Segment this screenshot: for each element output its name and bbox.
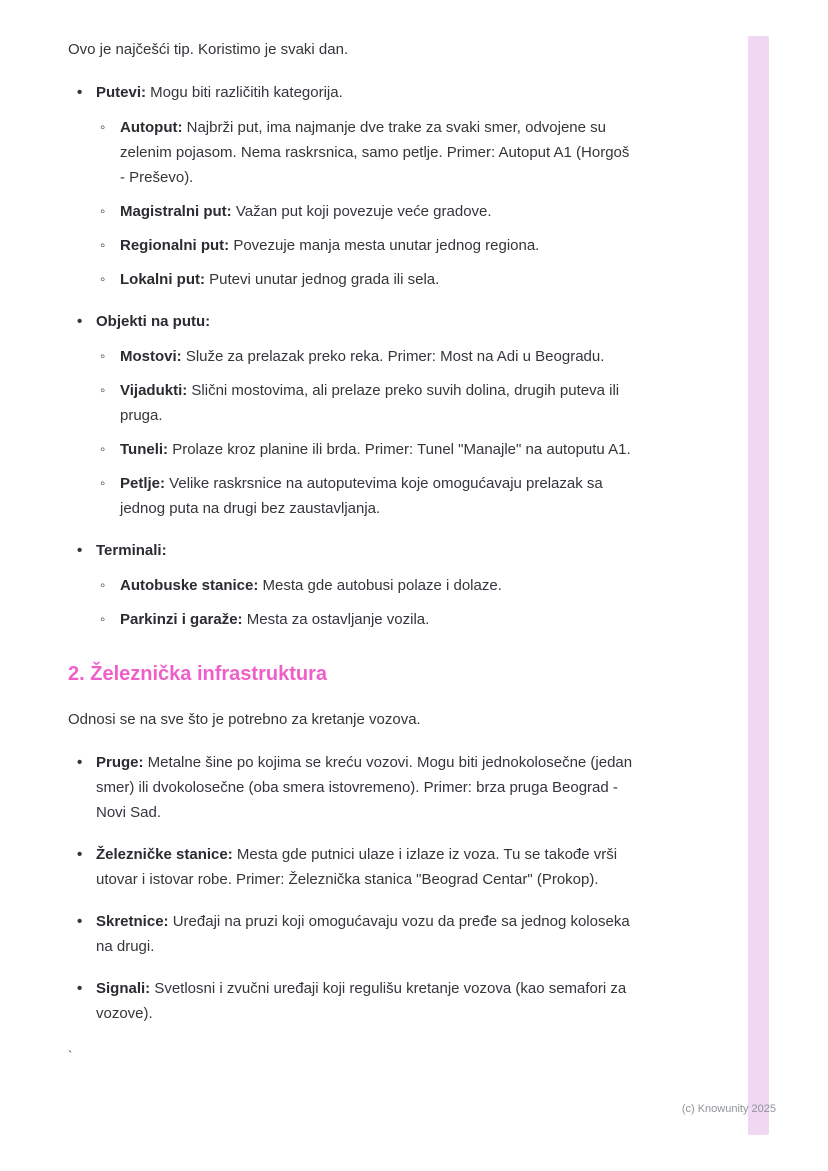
list-item-description: Mesta gde putnici ulaze i izlaze iz voza. Tu se takođe vrši utovar i istovar robe. Primer: Železnička stanica "Beograd Centar" (Prokop).: [96, 846, 618, 888]
list-item: [68, 80, 634, 292]
list-item: [68, 842, 634, 892]
sub-list-item: [96, 378, 634, 428]
section-heading-railway: 2. Železnička infrastruktura: [68, 663, 327, 685]
list-item-description: Uređaji na pruzi koji omogućavaju vozu da pređe sa jednog koloseka na drugi.: [96, 913, 630, 955]
list-item-term: Pruge:: [96, 754, 144, 771]
road-infrastructure-list: [68, 80, 634, 632]
sub-list-item: [96, 199, 634, 224]
list-item-term: Autoput:: [120, 119, 183, 136]
list-item-term: Železničke stanice:: [96, 846, 233, 863]
list-item-description: Mesta za ostavljanje vozila.: [242, 611, 430, 628]
list-item-description: Važan put koji povezuje veće gradove.: [231, 203, 492, 220]
railway-intro-paragraph: Odnosi se na sve što je potrebno za kretanje vozova.: [68, 711, 421, 728]
list-item-description: Najbrži put, ima najmanje dve trake za svaki smer, odvojene su zelenim pojasom. Nema raskrsnica, samo petlje. Primer: Autoput A1 (Horgoš - Preševo).: [120, 119, 630, 186]
list-item-description: Slični mostovima, ali prelaze preko suvih dolina, drugih puteva ili pruga.: [120, 382, 620, 424]
list-item-term: Mostovi:: [120, 348, 182, 365]
list-item-description: Prolaze kroz planine ili brda. Primer: Tunel "Manajle" na autoputu A1.: [168, 441, 631, 458]
sub-list: [96, 115, 634, 292]
list-item-term: Putevi:: [96, 84, 147, 101]
sub-list-item: [96, 607, 634, 632]
sub-list: [96, 573, 634, 632]
list-item-description: Mogu biti različitih kategorija.: [146, 84, 343, 101]
list-item-term: Autobuske stanice:: [120, 577, 259, 594]
list-item-term: Magistralni put:: [120, 203, 232, 220]
list-item-term: Regionalni put:: [120, 237, 230, 254]
list-item-term: Tuneli:: [120, 441, 169, 458]
stray-backtick: `: [68, 1048, 73, 1063]
list-item-description: Svetlosni i zvučni uređaji koji regulišu kretanje vozova (kao semafori za vozove).: [96, 980, 627, 1022]
list-item-term: Parkinzi i garaže:: [120, 611, 243, 628]
sub-list-item: [96, 233, 634, 258]
document-body: [68, 37, 634, 1068]
sub-list-item: [96, 573, 634, 598]
sub-list-item: [96, 267, 634, 292]
sub-list-item: [96, 437, 634, 462]
list-item-term: Objekti na putu:: [96, 313, 211, 330]
list-item-description: Služe za prelazak preko reka. Primer: Most na Adi u Beogradu.: [181, 348, 605, 365]
sub-list: [96, 344, 634, 521]
list-item: [68, 976, 634, 1026]
list-item-description: Povezuje manja mesta unutar jednog regiona.: [229, 237, 540, 254]
list-item-term: Signali:: [96, 980, 151, 997]
list-item-description: Velike raskrsnice na autoputevima koje omogućavaju prelazak sa jednog puta na drugi bez zaustavljanja.: [120, 475, 603, 517]
list-item: [68, 538, 634, 632]
list-item: [68, 309, 634, 521]
list-item-description: Putevi unutar jednog grada ili sela.: [205, 271, 440, 288]
sub-list-item: [96, 471, 634, 521]
list-item-term: Terminali:: [96, 542, 167, 559]
decorative-side-stripe: [748, 36, 769, 1135]
sub-list-item: [96, 344, 634, 369]
list-item: [68, 750, 634, 825]
list-item: [68, 909, 634, 959]
copyright-notice: (c) Knowunity 2025: [681, 1103, 776, 1115]
list-item-term: Skretnice:: [96, 913, 169, 930]
list-item-description: Mesta gde autobusi polaze i dolaze.: [258, 577, 502, 594]
list-item-term: Vijadukti:: [120, 382, 188, 399]
list-item-term: Lokalni put:: [120, 271, 205, 288]
intro-paragraph: Ovo je najčešći tip. Koristimo je svaki dan.: [68, 41, 349, 58]
list-item-description: Metalne šine po kojima se kreću vozovi. Mogu biti jednokolosečne (jedan smer) ili dvokolosečne (oba smera istovremeno). Primer: brza pruga Beograd - Novi Sad.: [96, 754, 633, 821]
railway-infrastructure-list: [68, 750, 634, 1026]
sub-list-item: [96, 115, 634, 190]
list-item-term: Petlje:: [120, 475, 166, 492]
